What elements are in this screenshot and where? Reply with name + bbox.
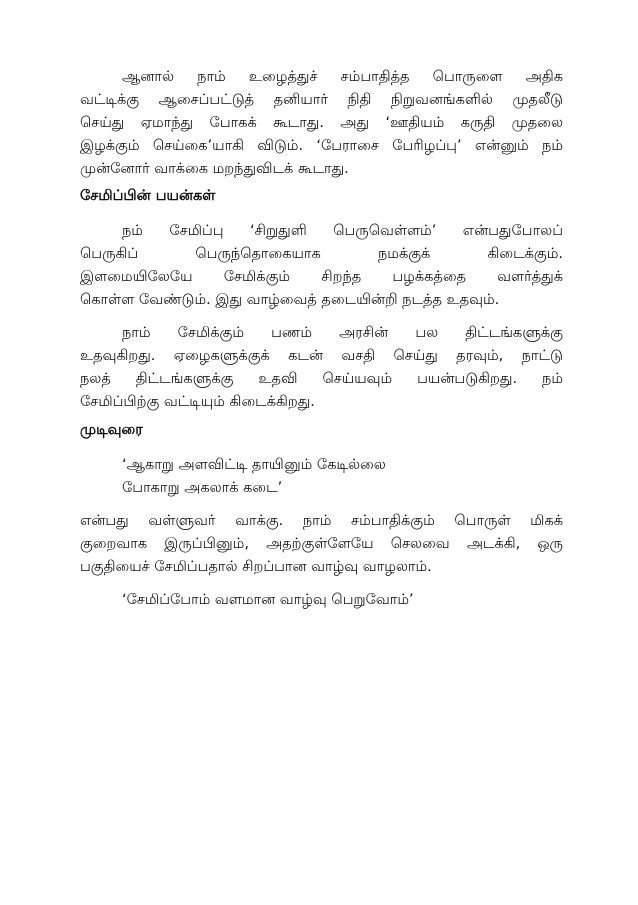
paragraph-line: பெருகிப் பெருந்தொகையாக நமக்குக் கிடைக்கும். bbox=[80, 246, 563, 262]
paragraph-line: நாம் சேமிக்கும் பணம் அரசின் பல திட்டங்களுக்கு bbox=[122, 325, 563, 341]
quote-line: ‘ஆகாறு அளவிட்டி தாயினும் கேடில்லை bbox=[122, 457, 386, 473]
paragraph-line: நம் சேமிப்பு ‘சிறுதுளி பெருவெள்ளம்’ என்பதுபோலப் bbox=[122, 223, 563, 239]
paragraph-line: நலத் திட்டங்களுக்கு உதவி செய்யவும் பயன்படுகிறது. நம் bbox=[80, 371, 563, 387]
paragraph-line: சேமிப்பிற்கு வட்டியும் கிடைக்கிறது. bbox=[80, 394, 315, 410]
paragraph-line: என்பது வள்ளுவர் வாக்கு. நாம் சம்பாதிக்கும் பொருள் மிகக் bbox=[80, 513, 563, 529]
paragraph-line: வட்டிக்கு ஆசைப்பட்டுத் தனியார் நிதி நிறுவனங்களில் முதலீடு bbox=[80, 92, 563, 108]
paragraph-line: முன்னோர் வாக்கை மறந்துவிடக் கூடாது. bbox=[80, 161, 349, 177]
closing-quote: ‘சேமிப்போம் வளமான வாழ்வு பெறுவோம்’ bbox=[122, 592, 414, 608]
paragraph-line: செய்து ஏமாந்து போகக் கூடாது. அது ‘ஊதியம் கருதி முதலை bbox=[80, 115, 563, 131]
paragraph-line: இழக்கும் செய்கை’யாகி விடும். ‘பேராசை பேரிழப்பு’ என்னும் நம் bbox=[80, 138, 563, 154]
paragraph-line: உதவுகிறது. ஏழைகளுக்குக் கடன் வசதி செய்து தரவும், நாட்டு bbox=[80, 348, 563, 364]
section-heading: முடிவுரை bbox=[80, 422, 143, 438]
quote-line: போகாறு அகலாக் கடை’ bbox=[122, 480, 283, 496]
paragraph-line: பகுதியைச் சேமிப்பதால் சிறப்பான வாழ்வு வாழலாம். bbox=[80, 559, 432, 575]
paragraph-line: இளமையிலேயே சேமிக்கும் சிறந்த பழக்கத்தை வளர்த்துக் bbox=[80, 269, 563, 285]
section-heading: சேமிப்பின் பயன்கள் bbox=[80, 188, 216, 204]
paragraph-line: ஆனால் நாம் உழைத்துச் சம்பாதித்த பொருளை அதிக bbox=[122, 69, 563, 85]
paragraph-line: கொள்ள வேண்டும். இது வாழ்வைத் தடையின்றி நடத்த உதவும். bbox=[80, 292, 500, 308]
paragraph-line: குறைவாக இருப்பினும், அதற்குள்ளேயே செலவை அடக்கி, ஒரு bbox=[80, 536, 563, 552]
